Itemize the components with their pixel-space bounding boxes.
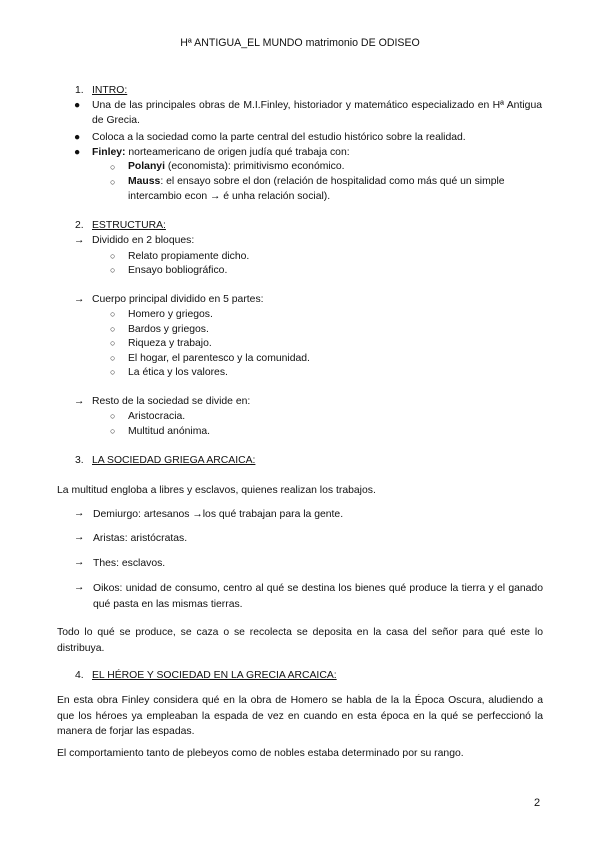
section-title: LA SOCIEDAD GRIEGA ARCAICA: xyxy=(92,455,256,466)
bullet-icon: ● xyxy=(74,100,81,111)
list-item: ○ Ensayo bobliográfico. xyxy=(110,265,228,276)
arrow-item-text: Demiurgo: artesanos →los qué trabajan para la gente. xyxy=(93,509,344,520)
section-4-heading xyxy=(75,669,337,684)
arrow-icon: → xyxy=(74,508,85,519)
arrow-item-text: Oikos: unidad de consumo, centro al qué se destina los bienes qué produce la tierra y el ganado qué pasta en las mismas tierras. xyxy=(93,583,543,610)
section-number: 3. xyxy=(75,455,84,466)
bullet-text: Coloca a la sociedad como la parte central del estudio histórico sobre la realidad. xyxy=(92,132,466,143)
bullet-icon: ● xyxy=(74,132,81,143)
list-item: ○ Multitud anónima. xyxy=(110,426,211,437)
arrow-icon: → xyxy=(74,235,85,246)
section-2-heading xyxy=(75,219,166,234)
section-title: ESTRUCTURA: xyxy=(92,220,166,231)
circle-bullet-icon: ○ xyxy=(110,162,116,172)
bullet-text: Finley: norteamericano de origen judía qué trabaja con: xyxy=(92,147,350,158)
list-item: ○ Bardos y griegos. xyxy=(110,324,209,335)
page-header: Hª ANTIGUA_EL MUNDO matrimonio DE ODISEO xyxy=(180,37,420,49)
sub-item-text: Mauss: el ensayo sobre el don (relación de hospitalidad como más qué un simple intercambio econ → é unha relación social). xyxy=(128,176,505,202)
arrow-icon: → xyxy=(74,532,85,543)
arrow-item: → Resto de la sociedad se divide en: xyxy=(74,395,250,410)
section-3-heading xyxy=(75,454,255,469)
arrow-icon: → xyxy=(74,294,85,305)
paragraph: El comportamiento tanto de plebeyos como de nobles estaba determinado por su rango. xyxy=(57,748,464,759)
arrow-item-text: Thes: esclavos. xyxy=(93,558,166,569)
arrow-icon: → xyxy=(74,582,85,593)
list-item: ○ Aristocracia. xyxy=(110,411,186,422)
section-title: INTRO: xyxy=(92,85,128,96)
list-item: ○ El hogar, el parentesco y la comunidad. xyxy=(110,353,310,364)
section-title: EL HÉROE Y SOCIEDAD EN LA GRECIA ARCAICA: xyxy=(92,670,337,681)
arrow-icon: → xyxy=(74,557,85,568)
arrow-item: → Cuerpo principal dividido en 5 partes: xyxy=(74,293,264,308)
arrow-item-text: Aristas: aristócratas. xyxy=(93,533,188,544)
list-item: ○ Riqueza y trabajo. xyxy=(110,338,212,349)
list-item: ○ Relato propiamente dicho. xyxy=(110,251,250,262)
arrow-icon: → xyxy=(74,396,85,407)
page-number: 2 xyxy=(534,797,541,809)
list-item: ○ Homero y griegos. xyxy=(110,309,213,320)
list-item: ○ La ética y los valores. xyxy=(110,367,228,378)
bullet-icon: ● xyxy=(74,147,81,158)
section-number: 2. xyxy=(75,220,84,231)
circle-bullet-icon: ○ xyxy=(110,177,116,187)
section-number: 4. xyxy=(75,670,84,681)
section-1-heading xyxy=(75,84,127,99)
paragraph: Todo lo qué se produce, se caza o se recolecta se deposita en la casa del señor para qué este lo distribuya. xyxy=(57,627,543,654)
sub-item-text: Polanyi (economista): primitivismo económico. xyxy=(128,161,345,172)
paragraph: En esta obra Finley considera qué en la obra de Homero se habla de la la Época Oscura, aludiendo a que los héroes ya empleaban la espada de vez en cuando en esta época en la qué se perfeccionó la manera de forjar las espadas. xyxy=(57,695,543,737)
bullet-text: Una de las principales obras de M.I.Finley, historiador y matemático especializado en Hª Antigua de Grecia. xyxy=(92,100,542,126)
paragraph: La multitud engloba a libres y esclavos, quienes realizan los trabajos. xyxy=(57,485,376,496)
arrow-item: → Dividido en 2 bloques: xyxy=(74,234,194,249)
section-number: 1. xyxy=(75,85,84,96)
